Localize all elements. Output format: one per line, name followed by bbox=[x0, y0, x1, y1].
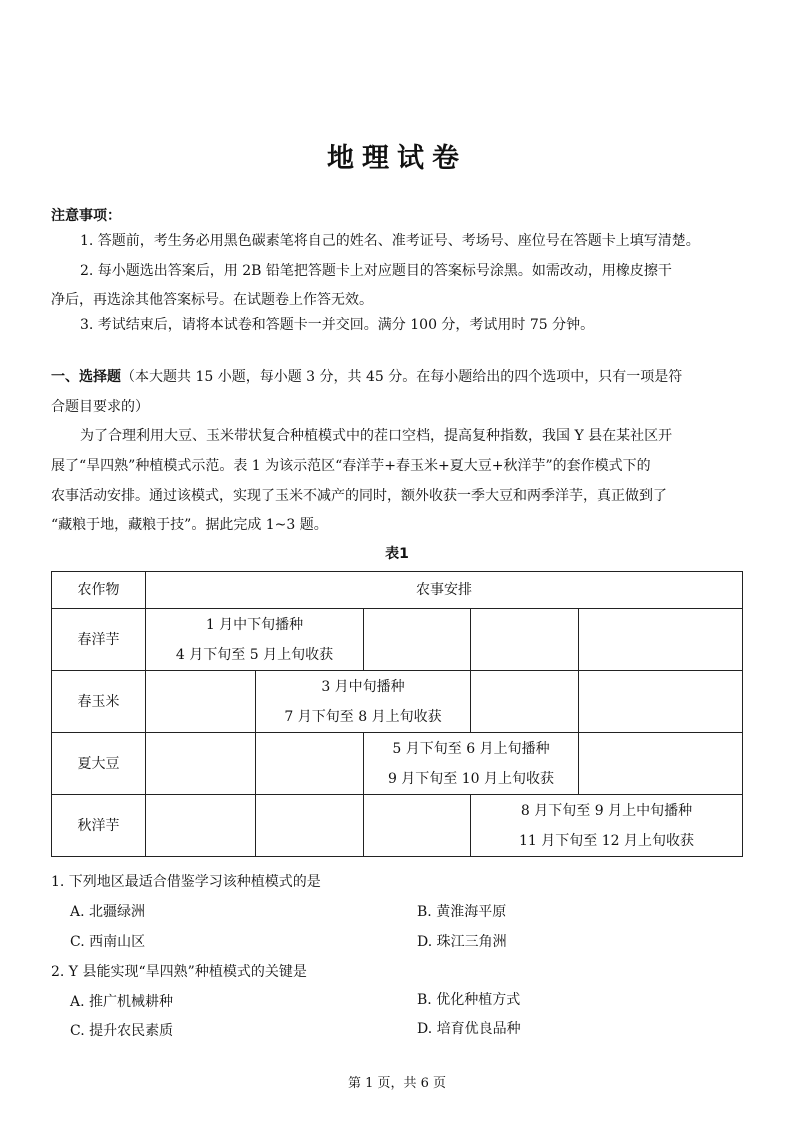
empty-cell bbox=[471, 671, 579, 733]
notice-item: 2. 每小题选出答案后，用 2B 铅笔把答题卡上对应题目的答案标号涂黑。如需改动，用橡皮擦干 bbox=[80, 263, 672, 279]
section-title: 一、选择题 bbox=[51, 369, 121, 385]
section-heading bbox=[51, 366, 682, 386]
table-header-row bbox=[52, 572, 743, 609]
empty-cell bbox=[256, 795, 364, 857]
header-schedule: 农事安排 bbox=[146, 572, 743, 609]
crop-cell: 春玉米 bbox=[52, 671, 146, 733]
passage-line: 展了“旱四熟”种植模式示范。表 1 为该示范区“春洋芋+春玉米+夏大豆+秋洋芋”的套作模式下的 bbox=[51, 458, 651, 474]
sow-text: 5 月下旬至 6 月上旬播种 bbox=[392, 740, 550, 757]
sow-text: 1 月中下旬播种 bbox=[205, 616, 304, 633]
option-c[interactable]: C. 西南山区 bbox=[70, 934, 146, 950]
crop-cell: 春洋芋 bbox=[52, 609, 146, 671]
header-crop: 农作物 bbox=[52, 572, 146, 609]
passage-line: “藏粮于地，藏粮于技”。据此完成 1~3 题。 bbox=[51, 517, 328, 533]
harvest-text: 7 月下旬至 8 月上旬收获 bbox=[284, 708, 442, 725]
empty-cell bbox=[579, 733, 743, 795]
empty-cell bbox=[471, 609, 579, 671]
table-row bbox=[52, 609, 743, 671]
schedule-cell bbox=[146, 609, 364, 671]
question-stem: 1. 下列地区最适合借鉴学习该种植模式的是 bbox=[51, 874, 321, 890]
crop-cell: 夏大豆 bbox=[52, 733, 146, 795]
option-a[interactable]: A. 推广机械耕种 bbox=[70, 994, 174, 1010]
sow-text: 3 月中旬播种 bbox=[321, 678, 405, 695]
empty-cell bbox=[364, 609, 471, 671]
harvest-text: 11 月下旬至 12 月上旬收获 bbox=[519, 832, 694, 849]
option-d[interactable]: D. 珠江三角洲 bbox=[417, 934, 507, 950]
option-c[interactable]: C. 提升农民素质 bbox=[70, 1023, 174, 1039]
section-desc: 合题目要求的） bbox=[51, 399, 149, 415]
crop-cell: 秋洋芋 bbox=[52, 795, 146, 857]
farming-schedule-table bbox=[51, 571, 743, 857]
empty-cell bbox=[579, 671, 743, 733]
option-d[interactable]: D. 培育优良品种 bbox=[417, 1021, 521, 1037]
option-a[interactable]: A. 北疆绿洲 bbox=[70, 904, 146, 920]
empty-cell bbox=[146, 795, 256, 857]
notice-heading: 注意事项： bbox=[51, 208, 121, 224]
harvest-text: 4 月下旬至 5 月上旬收获 bbox=[175, 646, 334, 663]
harvest-text: 9 月下旬至 10 月上旬收获 bbox=[387, 770, 555, 787]
table-caption: 表1 bbox=[385, 546, 409, 562]
empty-cell bbox=[146, 733, 256, 795]
empty-cell bbox=[146, 671, 256, 733]
schedule-cell bbox=[471, 795, 743, 857]
section-desc: （本大题共 15 小题，每小题 3 分，共 45 分。在每小题给出的四个选项中，只有一项是符 bbox=[121, 369, 683, 385]
passage-line: 为了合理利用大豆、玉米带状复合种植模式中的茬口空档，提高复种指数，我国 Y 县在某社区开 bbox=[80, 428, 673, 444]
option-b[interactable]: B. 优化种植方式 bbox=[417, 992, 521, 1008]
sow-text: 8 月下旬至 9 月上中旬播种 bbox=[520, 802, 693, 819]
empty-cell bbox=[579, 609, 743, 671]
question-stem: 2. Y 县能实现“旱四熟”种植模式的关键是 bbox=[51, 964, 307, 980]
empty-cell bbox=[364, 795, 471, 857]
schedule-cell bbox=[256, 671, 471, 733]
notice-item: 3. 考试结束后，请将本试卷和答题卡一并交回。满分 100 分，考试用时 75 分钟。 bbox=[80, 317, 595, 333]
empty-cell bbox=[256, 733, 364, 795]
table-row bbox=[52, 733, 743, 795]
passage-line: 农事活动安排。通过该模式，实现了玉米不减产的同时，额外收获一季大豆和两季洋芋，真正做到了 bbox=[51, 488, 667, 504]
table-row bbox=[52, 671, 743, 733]
page-title: 地理试卷 bbox=[327, 143, 467, 174]
page-number: 第 1 页，共 6 页 bbox=[347, 1076, 447, 1091]
notice-item: 净后，再选涂其他答案标号。在试题卷上作答无效。 bbox=[51, 292, 373, 308]
table-row bbox=[52, 795, 743, 857]
option-b[interactable]: B. 黄淮海平原 bbox=[417, 904, 507, 920]
schedule-cell bbox=[364, 733, 579, 795]
notice-item: 1. 答题前，考生务必用黑色碳素笔将自己的姓名、准考证号、考场号、座位号在答题卡上填写清楚。 bbox=[80, 233, 700, 249]
